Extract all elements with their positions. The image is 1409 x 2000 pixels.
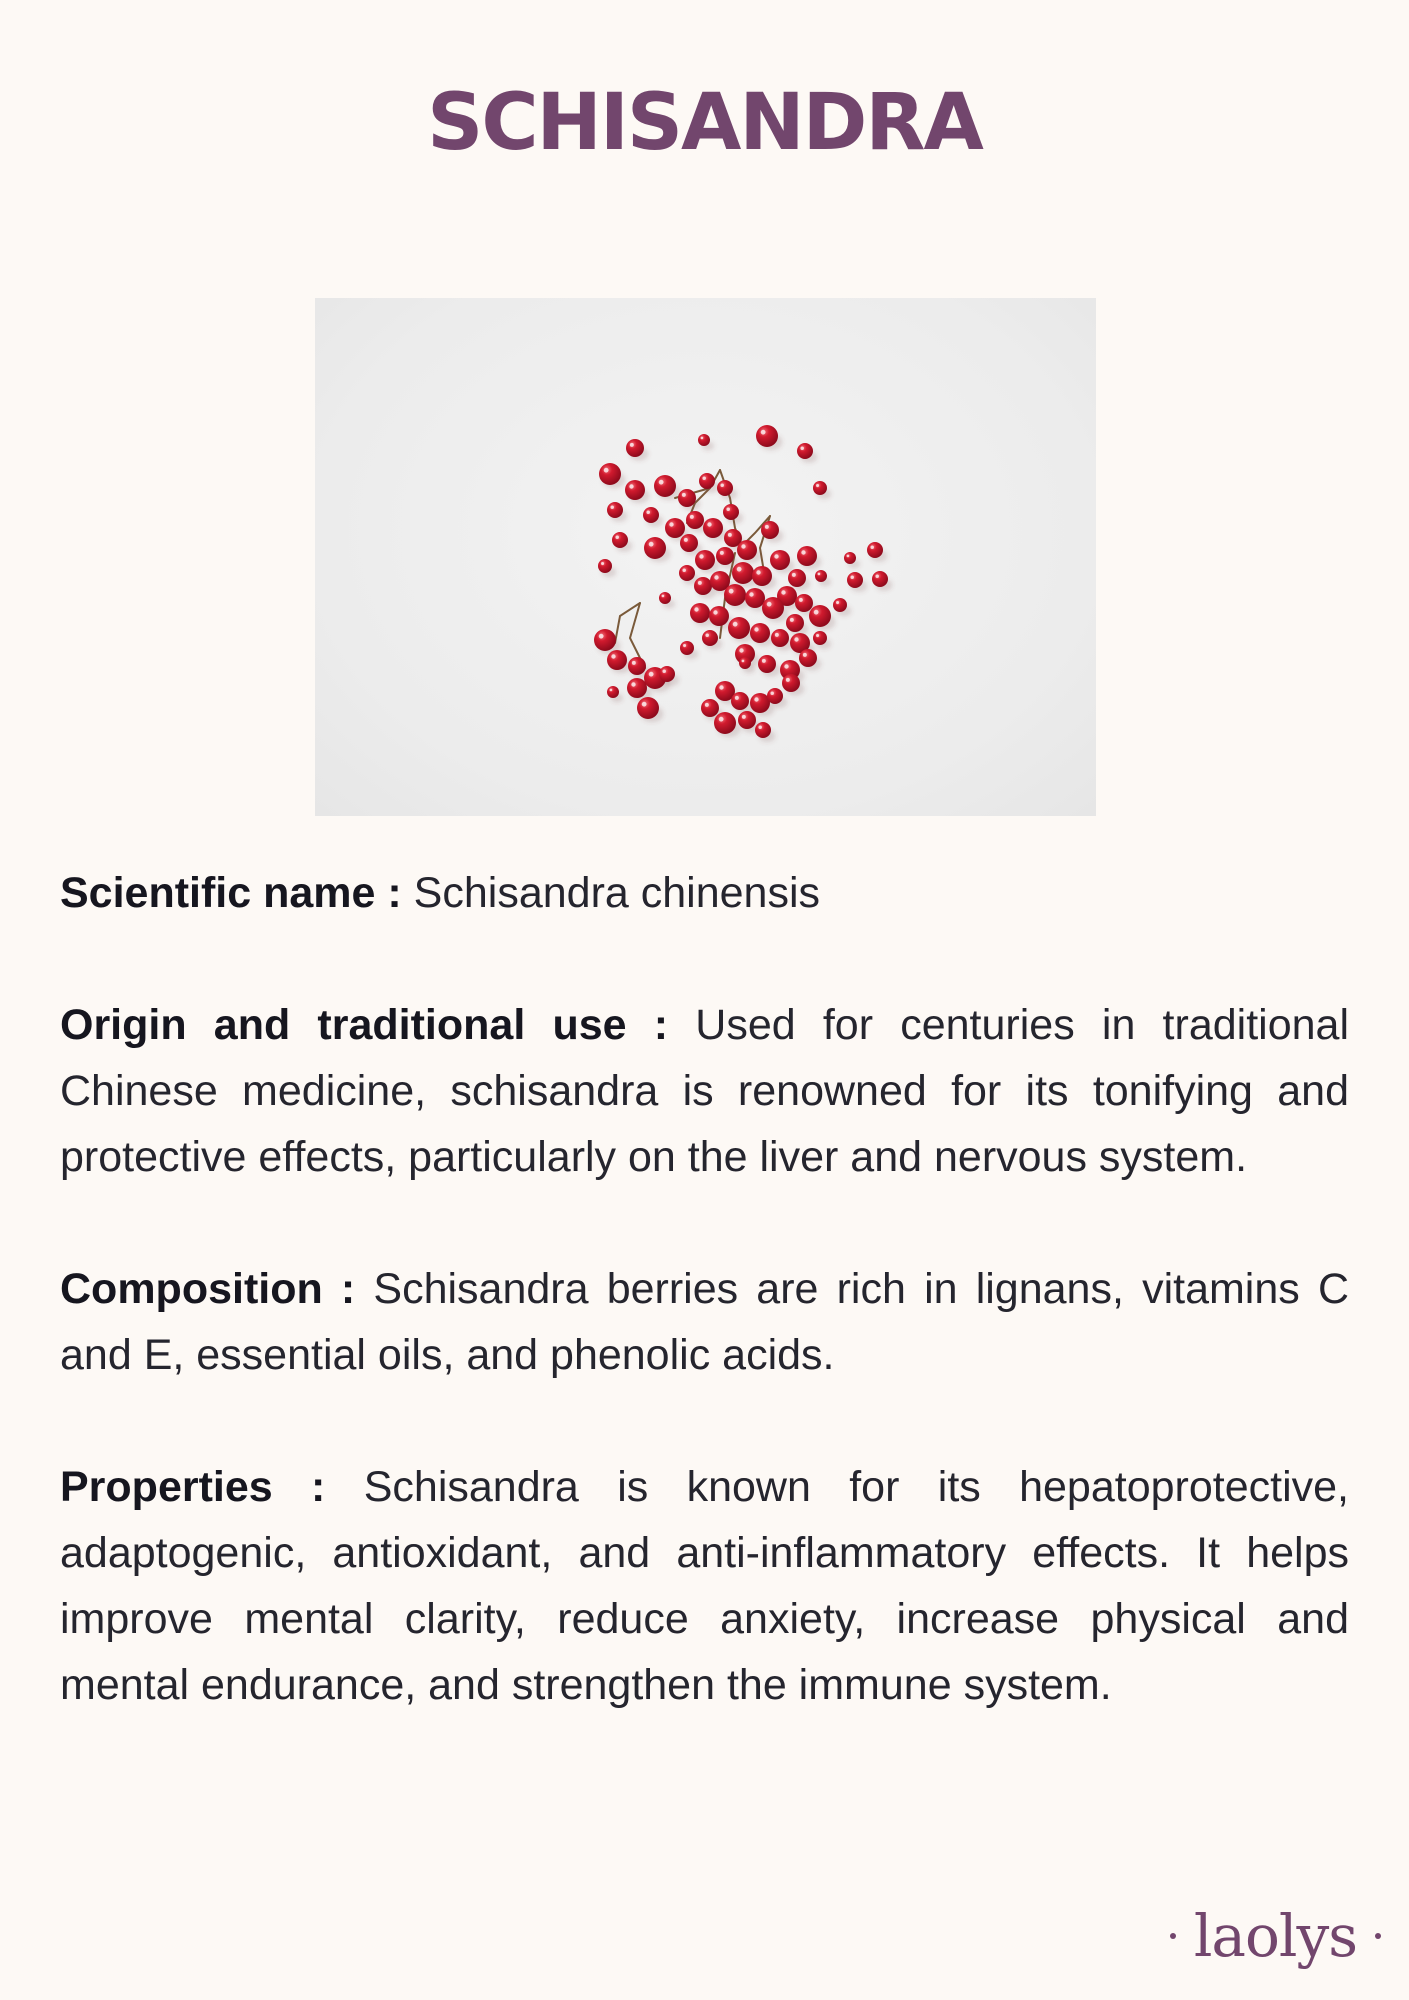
berry-highlight bbox=[847, 555, 850, 558]
berry bbox=[761, 521, 779, 539]
berry-highlight bbox=[601, 562, 604, 565]
berry-highlight bbox=[729, 589, 734, 594]
berry-highlight bbox=[775, 633, 779, 637]
berry bbox=[702, 630, 718, 646]
berry bbox=[797, 443, 813, 459]
scientific-name-label: Scientific name : bbox=[60, 869, 402, 917]
berry bbox=[628, 657, 646, 675]
berry bbox=[699, 473, 715, 489]
berry-highlight bbox=[728, 533, 732, 537]
berry bbox=[755, 722, 771, 738]
berry-highlight bbox=[662, 595, 665, 598]
berry-highlight bbox=[758, 725, 762, 729]
berries-illustration bbox=[315, 298, 1096, 816]
berry bbox=[738, 711, 756, 729]
berry-highlight bbox=[735, 696, 739, 700]
section-scientific-name bbox=[60, 860, 1349, 926]
berry-highlight bbox=[767, 602, 772, 607]
berry bbox=[756, 425, 778, 447]
berry-highlight bbox=[631, 682, 635, 686]
berry bbox=[762, 597, 784, 619]
berry-highlight bbox=[720, 551, 724, 555]
berry bbox=[723, 504, 739, 520]
logo-dot-right bbox=[1375, 1933, 1381, 1939]
berry-highlight bbox=[630, 443, 634, 447]
berry-highlight bbox=[816, 484, 819, 487]
berry bbox=[770, 550, 790, 570]
berry-highlight bbox=[749, 592, 753, 596]
berry-highlight bbox=[662, 669, 666, 673]
berry bbox=[737, 540, 757, 560]
berry bbox=[703, 518, 723, 538]
berry-highlight bbox=[719, 717, 724, 722]
berry bbox=[698, 434, 710, 446]
origin-label: Origin and traditional use : bbox=[60, 1001, 669, 1049]
berry-highlight bbox=[646, 510, 650, 514]
berry bbox=[732, 562, 754, 584]
berry-highlight bbox=[714, 575, 718, 579]
section-composition bbox=[60, 1256, 1349, 1388]
berry-highlight bbox=[707, 522, 711, 526]
berry bbox=[643, 507, 659, 523]
berry bbox=[607, 650, 627, 670]
berry-highlight bbox=[784, 664, 788, 668]
berry-highlight bbox=[699, 554, 703, 558]
berry bbox=[678, 489, 696, 507]
berry-highlight bbox=[632, 661, 636, 665]
berry-highlight bbox=[765, 525, 769, 529]
berry-highlight bbox=[742, 660, 745, 663]
berry bbox=[847, 572, 863, 588]
berry-highlight bbox=[642, 702, 647, 707]
berry bbox=[782, 674, 800, 692]
berry-highlight bbox=[875, 574, 879, 578]
berry bbox=[844, 552, 856, 564]
berry-highlight bbox=[816, 634, 819, 637]
berry bbox=[728, 617, 750, 639]
berry-highlight bbox=[803, 653, 807, 657]
berry-highlight bbox=[794, 637, 798, 641]
berry bbox=[626, 439, 644, 457]
berry bbox=[724, 584, 746, 606]
berry-highlight bbox=[754, 627, 758, 631]
berry bbox=[867, 542, 883, 558]
berry-highlight bbox=[682, 493, 686, 497]
berry-highlight bbox=[682, 568, 686, 572]
berry bbox=[815, 570, 827, 582]
berry bbox=[690, 603, 710, 623]
berry-highlight bbox=[726, 507, 730, 511]
berry-highlight bbox=[694, 607, 698, 611]
berry bbox=[813, 631, 827, 645]
berry bbox=[714, 712, 736, 734]
berry-highlight bbox=[690, 515, 694, 519]
properties-label: Properties : bbox=[60, 1463, 326, 1511]
berry-highlight bbox=[850, 575, 854, 579]
berry bbox=[679, 565, 695, 581]
berry bbox=[686, 511, 704, 529]
berry-highlight bbox=[629, 484, 633, 488]
berry bbox=[680, 534, 698, 552]
berry-highlight bbox=[737, 567, 742, 572]
berry bbox=[637, 697, 659, 719]
logo-text: laolys bbox=[1193, 1902, 1357, 1970]
berry bbox=[795, 594, 813, 612]
berry-highlight bbox=[669, 522, 673, 526]
berry bbox=[833, 598, 847, 612]
berry-highlight bbox=[781, 590, 785, 594]
berry bbox=[717, 480, 733, 496]
berry-highlight bbox=[790, 618, 794, 622]
berry bbox=[716, 547, 734, 565]
berry bbox=[745, 588, 765, 608]
berry-highlight bbox=[733, 622, 738, 627]
berry-highlight bbox=[659, 480, 664, 485]
berry-highlight bbox=[836, 601, 839, 604]
logo-dot-left bbox=[1170, 1933, 1176, 1939]
berry bbox=[599, 463, 621, 485]
berry-highlight bbox=[683, 644, 686, 647]
brand-logo bbox=[1170, 1896, 1381, 1976]
berry bbox=[659, 592, 671, 604]
berry bbox=[665, 518, 685, 538]
berry-highlight bbox=[870, 545, 874, 549]
berry bbox=[797, 546, 817, 566]
properties-text: Schisandra is known for its hepatoprotective, adaptogenic, antioxidant, and anti-inflammatory effects. It helps improve mental clarity, reduce anxiety, increase physical and mental endurance, and strengthen the immune system. bbox=[60, 1463, 1349, 1709]
berry-highlight bbox=[818, 573, 821, 576]
berry bbox=[771, 629, 789, 647]
plant-description bbox=[60, 860, 1349, 1718]
berry bbox=[799, 649, 817, 667]
berry bbox=[594, 629, 616, 651]
berry bbox=[752, 566, 772, 586]
berry bbox=[758, 655, 776, 673]
berry-highlight bbox=[701, 437, 704, 440]
berry bbox=[695, 550, 715, 570]
berry bbox=[872, 571, 888, 587]
berry bbox=[788, 569, 806, 587]
berry-highlight bbox=[610, 689, 613, 692]
berry-highlight bbox=[705, 703, 709, 707]
berry-highlight bbox=[739, 648, 743, 652]
page-title: SCHISANDRA bbox=[427, 78, 982, 168]
berry-highlight bbox=[792, 573, 796, 577]
origin-text: Used for centuries in traditional Chinese medicine, schisandra is renowned for its tonifying and protective effects, particularly on the liver and nervous system. bbox=[60, 1001, 1349, 1181]
berry-highlight bbox=[774, 554, 778, 558]
berry bbox=[625, 480, 645, 500]
berry bbox=[654, 475, 676, 497]
berry-highlight bbox=[799, 598, 803, 602]
berry-highlight bbox=[719, 685, 723, 689]
composition-text: Schisandra berries are rich in lignans, vitamins C and E, essential oils, and phenolic acids. bbox=[60, 1265, 1349, 1379]
berry-highlight bbox=[705, 633, 709, 637]
berry bbox=[739, 657, 751, 669]
berry-highlight bbox=[814, 610, 819, 615]
berry-highlight bbox=[720, 483, 724, 487]
berry-highlight bbox=[770, 691, 774, 695]
berry-highlight bbox=[742, 715, 746, 719]
berry-highlight bbox=[762, 659, 766, 663]
berry-highlight bbox=[698, 581, 702, 585]
berry-highlight bbox=[801, 550, 805, 554]
berry bbox=[694, 577, 712, 595]
berry-highlight bbox=[702, 476, 706, 480]
berry bbox=[607, 502, 623, 518]
berry bbox=[731, 692, 749, 710]
berry-highlight bbox=[604, 468, 609, 473]
berry bbox=[607, 686, 619, 698]
berry bbox=[598, 559, 612, 573]
berry-highlight bbox=[786, 678, 790, 682]
scientific-name-value: Schisandra chinensis bbox=[413, 869, 821, 917]
berry-highlight bbox=[756, 570, 760, 574]
berry bbox=[709, 606, 729, 626]
berry bbox=[612, 532, 628, 548]
berry-highlight bbox=[649, 542, 654, 547]
berry bbox=[786, 614, 804, 632]
berry bbox=[701, 699, 719, 717]
berry bbox=[644, 537, 666, 559]
berry bbox=[809, 605, 831, 627]
composition-label: Composition : bbox=[60, 1265, 356, 1313]
berry-highlight bbox=[741, 544, 745, 548]
berry bbox=[813, 481, 827, 495]
schisandra-berries-image bbox=[315, 298, 1096, 816]
berry-highlight bbox=[761, 430, 766, 435]
berry bbox=[750, 623, 770, 643]
berry-highlight bbox=[800, 446, 804, 450]
berry-highlight bbox=[611, 654, 615, 658]
berry-highlight bbox=[713, 610, 717, 614]
berry-highlight bbox=[684, 538, 688, 542]
berry-highlight bbox=[754, 697, 758, 701]
berry bbox=[767, 688, 783, 704]
berry bbox=[680, 641, 694, 655]
berry-highlight bbox=[599, 634, 604, 639]
berry-highlight bbox=[610, 505, 614, 509]
berry bbox=[659, 666, 675, 682]
section-properties bbox=[60, 1454, 1349, 1718]
berry-highlight bbox=[649, 672, 654, 677]
section-origin bbox=[60, 992, 1349, 1190]
berry-highlight bbox=[615, 535, 619, 539]
berry bbox=[627, 678, 647, 698]
